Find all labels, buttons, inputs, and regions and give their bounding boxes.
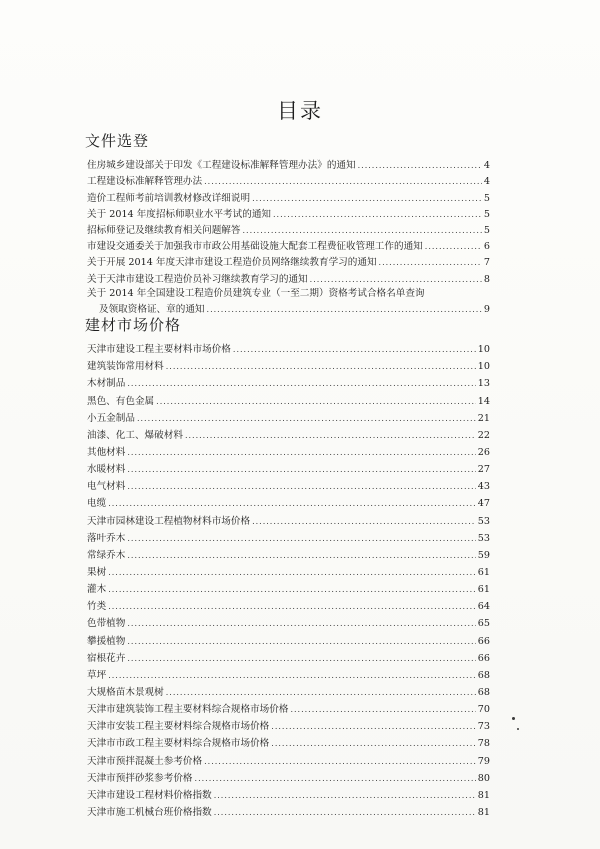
toc-leader-dots bbox=[127, 618, 475, 630]
toc-entry-title: 关于 2014 年度招标师职业水平考试的通知 bbox=[87, 208, 272, 220]
toc-page-number: 27 bbox=[477, 464, 490, 476]
toc-entry bbox=[87, 750, 490, 767]
toc-leader-dots bbox=[166, 361, 476, 373]
toc-entry bbox=[87, 221, 490, 237]
toc-entry-title: 天津市预拌砂浆参考价格 bbox=[87, 772, 193, 784]
toc-leader-dots bbox=[271, 738, 476, 750]
toc-leader-dots bbox=[310, 274, 482, 286]
toc-leader-dots bbox=[271, 721, 476, 733]
toc-leader-dots bbox=[127, 447, 475, 459]
toc-entry bbox=[87, 579, 490, 596]
toc-entry-title: 天津市园林建设工程植物材料市场价格 bbox=[87, 515, 251, 527]
toc-page-number: 26 bbox=[477, 446, 490, 458]
toc-leader-dots bbox=[108, 584, 476, 596]
toc-entry-title: 宿根花卉 bbox=[87, 652, 126, 664]
toc-page-number: 7 bbox=[483, 257, 490, 269]
toc-entry-title: 天津市市政工程主要材料综合规格市场价格 bbox=[87, 738, 270, 750]
toc-page-number: 64 bbox=[477, 601, 490, 613]
toc-leader-dots bbox=[127, 653, 475, 665]
toc-entry bbox=[87, 339, 490, 356]
toc-leader-dots bbox=[273, 209, 482, 221]
toc-entry bbox=[87, 408, 490, 425]
toc-leader-dots bbox=[108, 601, 476, 613]
toc-entry-title: 招标师登记及继续教育相关问题解答 bbox=[87, 224, 241, 236]
toc-page-number: 78 bbox=[477, 738, 490, 750]
toc-entry bbox=[87, 156, 490, 172]
toc-page-number: 66 bbox=[477, 652, 490, 664]
toc-entry-title: 草坪 bbox=[87, 669, 107, 681]
toc-entry bbox=[87, 648, 490, 665]
toc-leader-dots bbox=[207, 304, 482, 316]
toc-leader-dots bbox=[233, 344, 476, 356]
toc-entry-title: 常绿乔木 bbox=[87, 549, 126, 561]
toc-page-number: 53 bbox=[477, 532, 490, 544]
section-title-documents: 文件选登 bbox=[85, 132, 150, 150]
section-title-material-prices: 建材市场价格 bbox=[85, 316, 182, 334]
toc-entry bbox=[87, 425, 490, 442]
toc-leader-dots bbox=[127, 533, 475, 545]
toc-leader-dots bbox=[127, 464, 475, 476]
toc-entry bbox=[87, 682, 490, 699]
toc-page-number: 47 bbox=[477, 498, 490, 510]
toc-entry bbox=[87, 356, 490, 373]
toc-page-number: 22 bbox=[477, 429, 490, 441]
toc-page-number: 21 bbox=[477, 412, 490, 424]
toc-page-number: 5 bbox=[483, 192, 490, 204]
page-title: 目录 bbox=[277, 99, 323, 123]
toc-entry bbox=[87, 373, 490, 390]
toc-entry-title: 小五金制品 bbox=[87, 412, 135, 424]
toc-leader-dots bbox=[379, 257, 482, 269]
toc-leader-dots bbox=[204, 756, 476, 768]
toc-page-number: 73 bbox=[477, 721, 490, 733]
toc-entry-title: 工程建设标准解释管理办法 bbox=[87, 176, 203, 188]
toc-leader-dots bbox=[127, 481, 475, 493]
toc-leader-dots bbox=[156, 396, 476, 408]
toc-entry bbox=[87, 562, 490, 579]
toc-entry-title: 其他材料 bbox=[87, 446, 126, 458]
toc-entry bbox=[87, 596, 490, 613]
toc-list-material-prices bbox=[87, 339, 490, 819]
toc-entry-title: 大规格苗木景观树 bbox=[87, 686, 164, 698]
toc-entry bbox=[87, 665, 490, 682]
toc-leader-dots bbox=[108, 498, 476, 510]
toc-entry bbox=[87, 188, 490, 204]
toc-leader-dots bbox=[425, 241, 482, 253]
toc-page-number: 6 bbox=[483, 241, 490, 253]
toc-entry-title: 竹类 bbox=[87, 601, 107, 613]
toc-entry bbox=[87, 699, 490, 716]
scan-speck bbox=[512, 717, 515, 720]
toc-entry-title: 住房城乡建设部关于印发《工程建设标准解释管理办法》的通知 bbox=[87, 160, 356, 172]
toc-entry bbox=[87, 269, 490, 285]
toc-page-number: 13 bbox=[477, 378, 490, 390]
toc-leader-dots bbox=[214, 807, 476, 819]
scan-speck bbox=[517, 728, 519, 730]
toc-page-number: 53 bbox=[477, 515, 490, 527]
toc-list-documents bbox=[87, 156, 490, 316]
toc-leader-dots bbox=[290, 704, 475, 716]
toc-page-number: 10 bbox=[477, 344, 490, 356]
toc-leader-dots bbox=[166, 687, 476, 699]
toc-entry-title: 落叶乔木 bbox=[87, 532, 126, 544]
toc-page-number: 68 bbox=[477, 669, 490, 681]
toc-entry bbox=[87, 545, 490, 562]
toc-entry bbox=[87, 716, 490, 733]
toc-entry-title: 水暖材料 bbox=[87, 464, 126, 476]
toc-leader-dots bbox=[243, 225, 482, 237]
toc-entry-title: 天津市建设工程主要材料市场价格 bbox=[87, 344, 231, 356]
toc-entry bbox=[87, 442, 490, 459]
toc-entry-title: 关于 2014 年全国建设工程造价员建筑专业（一至二期）资格考试合格名单查询 bbox=[87, 287, 425, 299]
toc-entry bbox=[87, 205, 490, 221]
toc-page-number: 14 bbox=[477, 395, 490, 407]
toc-leader-dots bbox=[108, 670, 476, 682]
toc-page-number: 81 bbox=[477, 789, 490, 801]
toc-leader-dots bbox=[252, 516, 476, 528]
toc-page-number: 66 bbox=[477, 635, 490, 647]
toc-leader-dots bbox=[358, 160, 482, 172]
toc-entry bbox=[87, 630, 490, 647]
toc-entry bbox=[87, 510, 490, 527]
toc-entry-title: 灌木 bbox=[87, 584, 107, 596]
toc-entry bbox=[87, 785, 490, 802]
toc-leader-dots bbox=[185, 430, 476, 442]
toc-page-number: 10 bbox=[477, 361, 490, 373]
toc-page-number: 9 bbox=[483, 303, 490, 315]
toc-entry-title: 关于开展 2014 年度天津市建设工程造价员网络继续教育学习的通知 bbox=[87, 257, 377, 269]
toc-entry-title: 黑色、有色金属 bbox=[87, 395, 155, 407]
toc-entry-title: 关于天津市建设工程造价员补习继续教育学习的通知 bbox=[87, 273, 308, 285]
toc-entry bbox=[87, 613, 490, 630]
toc-page-number: 43 bbox=[477, 481, 490, 493]
toc-entry bbox=[87, 253, 490, 269]
toc-leader-dots bbox=[137, 413, 476, 425]
toc-entry-title: 色带植物 bbox=[87, 618, 126, 630]
toc-leader-dots bbox=[108, 567, 476, 579]
toc-entry-title: 攀援植物 bbox=[87, 635, 126, 647]
toc-entry-title: 木材制品 bbox=[87, 378, 126, 390]
toc-entry-title: 天津市建筑装饰工程主要材料综合规格市场价格 bbox=[87, 704, 289, 716]
toc-leader-dots bbox=[127, 636, 475, 648]
toc-page-number: 61 bbox=[477, 566, 490, 578]
toc-page-number: 70 bbox=[477, 704, 490, 716]
toc-entry bbox=[87, 172, 490, 188]
toc-entry-title: 天津市预拌混凝土参考价格 bbox=[87, 755, 203, 767]
toc-entry-title: 市建设交通委关于加强我市市政公用基础设施大配套工程费征收管理工作的通知 bbox=[87, 241, 423, 253]
toc-page-number: 8 bbox=[483, 273, 490, 285]
toc-entry-title: 天津市安装工程主要材料综合规格市场价格 bbox=[87, 721, 270, 733]
toc-entry bbox=[87, 390, 490, 407]
toc-entry bbox=[87, 459, 490, 476]
toc-entry bbox=[87, 237, 490, 253]
toc-page-number: 80 bbox=[477, 772, 490, 784]
toc-entry bbox=[87, 493, 490, 510]
toc-entry-title-continued: 及领取资格证、章的通知 bbox=[99, 303, 205, 315]
toc-page-number: 61 bbox=[477, 584, 490, 596]
toc-entry bbox=[87, 528, 490, 545]
toc-leader-dots bbox=[127, 550, 475, 562]
toc-leader-dots bbox=[214, 790, 476, 802]
toc-page-number: 81 bbox=[477, 806, 490, 818]
toc-entry-title: 果树 bbox=[87, 566, 107, 578]
toc-page-number: 79 bbox=[477, 755, 490, 767]
toc-leader-dots bbox=[195, 773, 476, 785]
toc-entry bbox=[87, 768, 490, 785]
toc-page-number: 68 bbox=[477, 686, 490, 698]
toc-leader-dots bbox=[127, 378, 475, 390]
toc-entry-title: 电气材料 bbox=[87, 481, 126, 493]
toc-entry-title: 天津市建设工程材料价格指数 bbox=[87, 789, 212, 801]
toc-page-number: 65 bbox=[477, 618, 490, 630]
toc-entry-title: 油漆、化工、爆破材料 bbox=[87, 429, 183, 441]
toc-entry bbox=[87, 733, 490, 750]
toc-entry bbox=[87, 476, 490, 493]
toc-page-number: 5 bbox=[483, 208, 490, 220]
toc-leader-dots bbox=[204, 176, 482, 188]
toc-entry-title: 造价工程师考前培训教材修改详细说明 bbox=[87, 192, 251, 204]
toc-entry bbox=[87, 802, 490, 819]
toc-entry bbox=[87, 286, 490, 316]
toc-page-number: 4 bbox=[483, 160, 490, 172]
toc-entry-title: 天津市施工机械台班价格指数 bbox=[87, 806, 212, 818]
toc-entry-title: 建筑装饰常用材料 bbox=[87, 361, 164, 373]
toc-leader-dots bbox=[252, 193, 482, 205]
toc-page-number: 59 bbox=[477, 549, 490, 561]
toc-page-number: 4 bbox=[483, 176, 490, 188]
toc-page-number: 5 bbox=[483, 224, 490, 236]
toc-entry-title: 电缆 bbox=[87, 498, 107, 510]
